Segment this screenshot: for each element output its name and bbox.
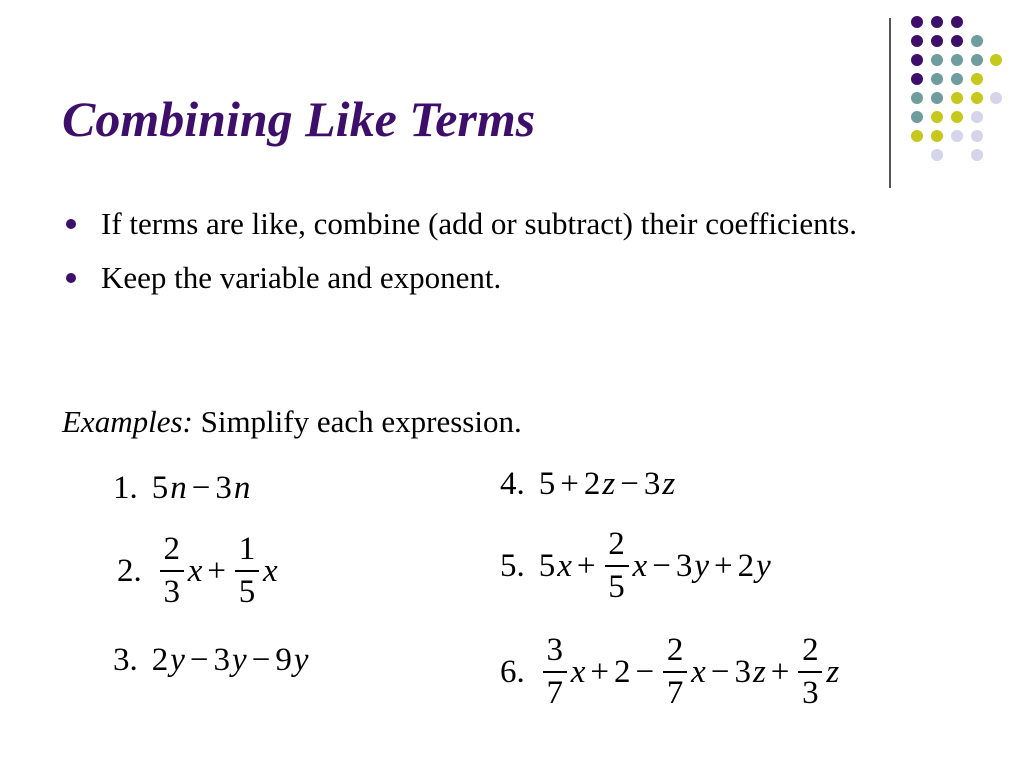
numerator: 2 <box>666 632 684 668</box>
bullet-text: If terms are like, combine (add or subtract) their coefficients. <box>101 206 858 241</box>
bullet-list <box>62 201 862 309</box>
denominator: 3 <box>163 574 180 610</box>
dot <box>911 111 923 123</box>
operator: + <box>590 653 610 690</box>
operator: + <box>576 547 596 584</box>
variable: z <box>752 653 766 690</box>
fraction <box>798 634 822 710</box>
coefficient: 5 <box>538 547 556 584</box>
dot <box>971 92 983 104</box>
operator: + <box>770 653 790 690</box>
fraction <box>235 533 259 609</box>
examples-lead: Examples: <box>62 404 193 439</box>
variable: z <box>826 653 840 690</box>
dot <box>931 16 943 28</box>
operator: − <box>710 653 730 690</box>
problem-2 <box>117 533 278 609</box>
dot <box>971 130 983 142</box>
problem-label: 3. <box>113 642 138 678</box>
fraction <box>605 528 629 604</box>
numerator: 1 <box>238 531 256 567</box>
coefficient: 3 <box>213 642 231 678</box>
dot <box>990 92 1002 104</box>
operator: − <box>635 653 655 690</box>
variable: x <box>557 547 572 584</box>
dot <box>951 130 963 142</box>
slide-title: Combining Like Terms <box>62 91 536 147</box>
dot <box>931 130 943 142</box>
variable: y <box>756 547 771 584</box>
problem-3 <box>113 642 308 679</box>
dot <box>931 111 943 123</box>
examples-line <box>62 404 522 440</box>
bullet-item <box>62 201 862 246</box>
operator: − <box>620 466 639 502</box>
operator: − <box>191 470 211 506</box>
coefficient: 3 <box>643 466 661 502</box>
problem-6 <box>500 634 839 710</box>
bullet-dot-icon <box>66 273 76 283</box>
coefficient: 3 <box>215 470 232 506</box>
numerator: 2 <box>802 632 819 668</box>
fraction <box>663 634 687 710</box>
problem-5 <box>500 528 771 604</box>
variable: n <box>170 470 187 506</box>
problem-label: 5. <box>500 547 525 584</box>
operator: + <box>713 547 733 584</box>
variable: n <box>233 470 251 506</box>
title-divider-line <box>889 18 891 188</box>
operator: − <box>652 547 671 584</box>
variable: x <box>570 653 586 690</box>
coefficient: 9 <box>275 642 292 678</box>
dot <box>911 92 923 104</box>
numerator: 2 <box>608 526 625 562</box>
variable: y <box>293 642 309 678</box>
dot <box>911 35 923 47</box>
denominator: 7 <box>666 675 684 711</box>
dot <box>911 130 923 142</box>
coefficient: 3 <box>734 653 751 690</box>
coefficient: 3 <box>675 547 693 584</box>
dot <box>951 92 963 104</box>
variable: x <box>691 653 706 690</box>
dot <box>951 54 963 66</box>
denominator: 7 <box>546 675 563 711</box>
coefficient: 2 <box>583 466 601 502</box>
dot <box>951 111 963 123</box>
dot <box>931 54 943 66</box>
constant: 2 <box>614 653 631 690</box>
dot <box>971 111 983 123</box>
bullet-item <box>62 255 862 300</box>
problem-1 <box>113 470 250 507</box>
dot <box>971 35 983 47</box>
fraction <box>543 634 567 710</box>
numerator: 3 <box>546 632 563 668</box>
coefficient: 2 <box>151 642 169 678</box>
dot <box>951 35 963 47</box>
examples-instruction: Simplify each expression. <box>200 404 522 439</box>
variable: y <box>694 547 709 584</box>
dot <box>931 149 943 161</box>
dot <box>911 73 923 85</box>
dot <box>911 54 923 66</box>
dot <box>990 54 1002 66</box>
variable: z <box>602 466 616 502</box>
dot <box>931 35 943 47</box>
coefficient: 5 <box>151 470 169 506</box>
problem-label: 4. <box>500 466 525 502</box>
dot <box>971 73 983 85</box>
problem-label: 6. <box>500 653 525 690</box>
bullet-dot-icon <box>66 219 76 229</box>
numerator: 2 <box>163 531 180 567</box>
problem-label: 1. <box>113 470 138 506</box>
problem-4 <box>500 466 675 503</box>
variable: z <box>662 466 676 502</box>
operator: + <box>207 552 227 589</box>
bullet-text: Keep the variable and exponent. <box>101 260 502 295</box>
fraction <box>160 533 184 609</box>
variable: y <box>232 642 247 678</box>
constant: 5 <box>538 466 556 502</box>
problem-label: 2. <box>117 552 142 589</box>
variable: x <box>263 552 278 589</box>
variable: x <box>187 552 203 589</box>
denominator: 5 <box>238 574 256 610</box>
dot <box>971 54 983 66</box>
dot <box>931 92 943 104</box>
dot <box>931 73 943 85</box>
dot <box>951 16 963 28</box>
coefficient: 2 <box>737 547 755 584</box>
variable: y <box>170 642 185 678</box>
denominator: 5 <box>608 569 625 605</box>
variable: x <box>632 547 648 584</box>
operator: − <box>189 642 209 678</box>
dot <box>971 149 983 161</box>
operator: − <box>251 642 271 678</box>
operator: + <box>560 466 579 502</box>
dot <box>911 16 923 28</box>
denominator: 3 <box>802 675 819 711</box>
dot <box>951 73 963 85</box>
